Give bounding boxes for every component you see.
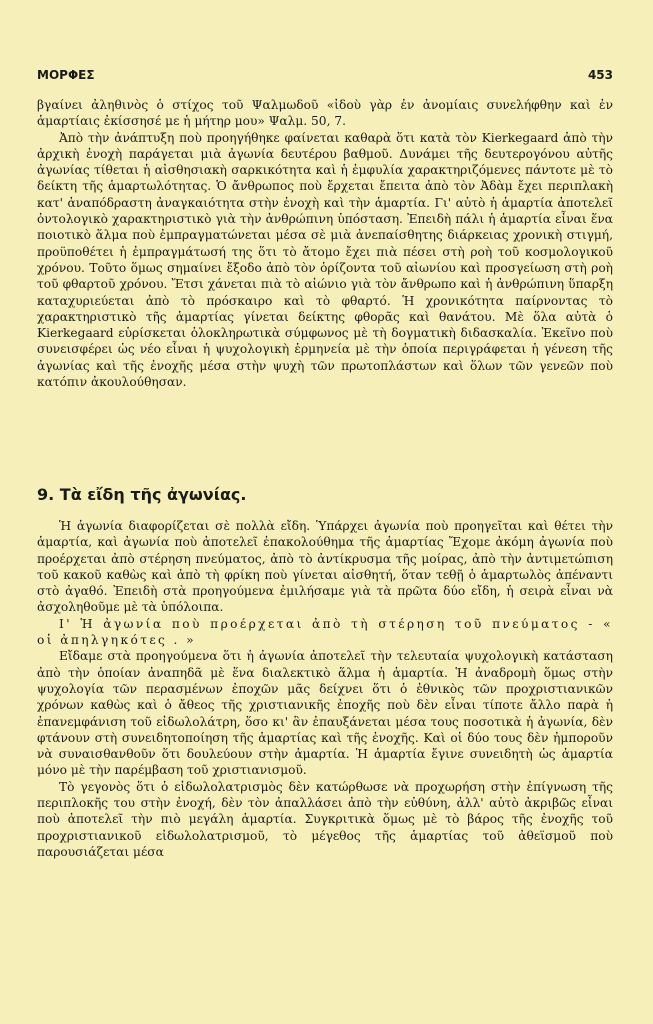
paragraph-idolatry: Τὸ γεγονὸς ὅτι ὁ εἰδωλολατρισμὸς δὲν κατώρθωσε νὰ προχωρήση στὴν ἐπίγνωση τῆς περιπλοκῆς του στὴν ἐνοχή, δὲν τὸν ἀπαλλάσει ἀπὸ τὴν εὐθύνη, ἀλλ' αὐτὸ ἀκριβῶς εἶναι ποὺ ἀποτελεῖ τὴν πιὸ μεγάλη ἁμαρτία. Συγκριτικὰ ὅμως μὲ τὸ βάρος τῆς ἐνοχῆς τοῦ προχριστιανικοῦ εἰδωλολατρισμοῦ, τὸ μέγεθος τῆς ἁμαρτίας τοῦ ἀθεϊσμοῦ ποὺ παρουσιάζεται μέσα bbox=[37, 779, 613, 859]
subsection-title: Ι' Ἡ ἀγωνία ποὺ προέρχεται ἀπὸ τὴ στέρηση τοῦ πνεύματος - « οἱ ἀπηλγηκότες . » bbox=[37, 616, 613, 648]
running-title: ΜΟΡΦΕΣ bbox=[37, 68, 95, 82]
page-header bbox=[37, 68, 613, 82]
section-heading: 9. Τὰ εἴδη τῆς ἀγωνίας. bbox=[37, 485, 247, 504]
paragraph-psychological-state: Εἴδαμε στὰ προηγούμενα ὅτι ἡ ἀγωνία ἀποτελεῖ τὴν τελευταία ψυχολογικὴ κατάσταση ἀπὸ τὴν ὁποίαν ἀναπηδᾶ μὲ ἕνα διαλεκτικὸ ἅλμα ἡ ἁμαρτία. Ἡ ἀναδρομὴ ὅμως στὴν ψυχολογία τῶν περασμένων ἐποχῶν μᾶς δείχνει ὅτι ὁ ἐθνικὸς τῶν προχριστιανικῶν χρόνων καθὼς καὶ ὁ ἄθεος τῆς χριστιανικῆς ἐποχῆς ποὺ δὲν εἶναι τίποτε ἄλλο παρὰ ἡ ἐπανεμφάνιση τοῦ εἰδωλολάτρη, ὅσο κι' ἂν ἐπαυξάνεται μέσα τους ποσοτικὰ ἡ ἀγωνία, δὲν φτάνουν στὴ συνειδητοποίηση τῆς ἁμαρτίας καὶ τῆς ἐνοχῆς. Καὶ οἱ δύο τους δὲν ἠμποροῦν νὰ συναισθανθοῦν ὅτι δουλεύουν στὴν ἁμαρτία. Ἡ ἁμαρτία ἔγινε συνειδητὴ ὡς ἁμαρτία μόνο μὲ τὴν παρέμβαση τοῦ χριστιανισμοῦ. bbox=[37, 649, 613, 778]
page-number: 453 bbox=[587, 68, 613, 82]
text-block-top bbox=[37, 97, 613, 390]
paragraph-continuation: βγαίνει ἀληθινὸς ὁ στίχος τοῦ Ψαλμωδοῦ «ἰδοὺ γὰρ ἐν ἀνομίαις συνελήφθην καὶ ἐν ἁμαρτίαις ἐκίσσησέ με ἡ μήτηρ μου» Ψαλμ. 50, 7. bbox=[37, 98, 613, 129]
paragraph-kierkegaard: Ἀπὸ τὴν ἀνάπτυξη ποὺ προηγήθηκε φαίνεται καθαρὰ ὅτι κατὰ τὸν Kierkegaard ἀπὸ τὴν ἀρχικὴ ἐνοχὴ παράγεται μιὰ ἀγωνία δευτέρου βαθμοῦ. Δυνάμει τῆς δευτερογόνου αὐτῆς ἀγωνίας τίθεται ἡ αἰσθησιακὴ σαρκικότητα καὶ ἡ ἐμφυλία χαρακτηριζόμενες πάντοτε μὲ τὸ δείκτη τῆς ἁμαρτωλότητας. Ὁ ἄνθρωπος ποὺ ἔρχεται ἔπειτα ἀπὸ τὸν Ἀδὰμ ἔχει περιπλακὴ κατ' ἀναπόδραστη ἀναγκαιότητα στὴν ἐνοχὴ καὶ τὴν ἁμαρτία. Γι' αὐτὸ ἡ ἁμαρτία ἀποτελεῖ ὀντολογικὸ χαρακτηριστικὸ γιὰ τὴν ἀνθρώπινη ὑπόσταση. Ἐπειδὴ πάλι ἡ ἁμαρτία εἶναι ἕνα ποιοτικὸ ἅλμα ποὺ ἐμπραγματώνεται μέσα σὲ μιὰ ἀνεπαίσθητης διάρκειας χρονικὴ στιγμή, προϋποθέτει ἡ ἐμπραγμάτωσή της ὅτι τὸ ἄτομο ἔχει πιὰ πέσει στὴ ροὴ τοῦ κοσμολογικοῦ χρόνου. Τοῦτο ὅμως σημαίνει ἔξοδο ἀπὸ τὸν ὁρίζοντα τοῦ αἰωνίου καὶ προσγείωση στὴ ροὴ τοῦ φθαρτοῦ χρόνου. Ἔτσι χάνεται πιὰ τὸ αἰώνιο γιὰ τὸν ἄνθρωπο καὶ ἡ ἀνθρώπινη ὕπαρξη καταχυριεύεται ἀπὸ τὸ πρόσκαιρο καὶ τὸ φθαρτό. Ἡ χρονικότητα παίρνοντας τὸ χαρακτηριστικὸ τῆς ἁμαρτίας γίνεται δείκτης φθορᾶς καὶ θανάτου. Μὲ ὅλα αὐτὰ ὁ Kierkegaard εὑρίσκεται ὁλοκληρωτικὰ σύμφωνος μὲ τὴ δογματικὴ διδασκαλία. Ἐκεῖνο ποὺ συνεισφέρει ὡς νέο εἶναι ἡ ψυχολογικὴ ἑρμηνεία μὲ τὴν ὁποία περιγράφεται ἡ γένεση τῆς ἀγωνίας καὶ τῆς ἐνοχῆς μέσα στὴν ψυχὴ τῶν πρωτοπλάστων καὶ ὅλων τῶν γενεῶν ποὺ κατόπιν ἀκουλούθησαν. bbox=[37, 130, 613, 390]
text-block-bottom bbox=[37, 518, 613, 860]
paragraph-kinds-of-anxiety: Ἡ ἀγωνία διαφορίζεται σὲ πολλὰ εἴδη. Ὑπάρχει ἀγωνία ποὺ προηγεῖται καὶ θέτει τὴν ἁμαρτία, καὶ ἀγωνία ποὺ ἀποτελεῖ ἐπακολούθημα τῆς ἁμαρτίας Ἔχομε ἀκόμη ἀγωνία ποὺ προέρχεται ἀπὸ στέρηση πνεύματος, ἀπὸ τὸ ἀντίκρυσμα τῆς μοίρας, ἀπὸ τὴν ἀντιμετώπιση τοῦ κακοῦ καθὼς καὶ ἀπὸ τὴ φρίκη ποὺ γίνεται αἰσθητή, ὅταν τεθῇ ὁ ἁμαρτωλὸς ἀπέναντι στὸ ἀγαθό. Ἐπειδὴ στὰ προηγούμενα ἐμιλήσαμε γιὰ τὰ πρῶτα δύο εἴδη, ἡ σειρὰ εἶναι νὰ ἀσχοληθοῦμε μὲ τὰ ὑπόλοιπα. bbox=[37, 519, 613, 615]
